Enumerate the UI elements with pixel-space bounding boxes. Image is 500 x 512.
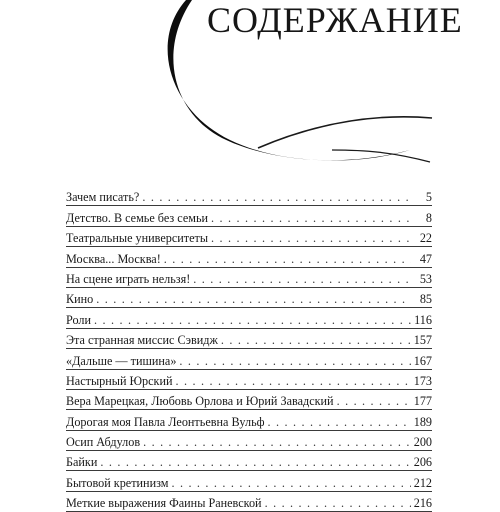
toc-entry-title: Детство. В семье без семьи [66,210,209,225]
toc-leader-dots [337,394,411,409]
toc-entry [66,268,432,288]
toc-entry-title: Бытовой кретинизм [66,475,169,490]
toc-entry-page: 5 [425,190,432,205]
toc-entry-title: Дорогая моя Павла Леонтьевна Вульф [66,414,265,429]
toc-entry [66,227,432,247]
toc-entry [66,390,432,410]
toc-leader-dots [143,435,411,450]
toc-leader-dots [96,292,411,307]
toc-leader-dots [164,252,411,267]
toc-leader-dots [221,333,411,348]
toc-entry-page: 53 [419,271,432,286]
toc-entry-page: 173 [413,373,432,388]
toc-leader-dots [142,190,411,205]
toc-entry [66,206,432,226]
toc-entry-page: 8 [425,210,432,225]
toc-entry [66,349,432,369]
page-title: СОДЕРЖАНИЕ [207,0,463,40]
toc-leader-dots [94,313,411,328]
toc-entry [66,451,432,471]
toc-leader-dots [268,415,411,430]
toc-entry-title: Роли [66,312,92,327]
toc-entry-title: Меткие выражения Фаины Раневской [66,496,262,511]
toc-entry-page: 116 [414,312,432,327]
toc-leader-dots [176,374,411,389]
table-of-contents [66,186,432,512]
toc-entry-title: Кино [66,292,94,307]
toc-entry [66,247,432,267]
toc-entry-title: Москва... Москва! [66,251,161,266]
toc-entry-page: 189 [413,414,432,429]
toc-entry-title: Вера Марецкая, Любовь Орлова и Юрий Завадский [66,394,334,409]
toc-entry-page: 22 [419,231,432,246]
toc-entry [66,370,432,390]
toc-leader-dots [211,211,411,226]
toc-leader-dots [179,354,410,369]
toc-entry [66,288,432,308]
toc-entry-page: 157 [413,333,432,348]
toc-entry-title: Эта странная миссис Сэвидж [66,333,218,348]
toc-entry-page: 212 [413,475,432,490]
toc-entry-title: На сцене играть нельзя! [66,271,191,286]
toc-entry-title: Байки [66,455,98,470]
toc-leader-dots [171,476,410,491]
toc-entry [66,471,432,491]
toc-entry-title: Настырный Юрский [66,373,173,388]
toc-entry-title: «Дальше — тишина» [66,353,177,368]
toc-entry-page: 216 [413,496,432,511]
toc-leader-dots [193,272,411,287]
toc-entry-page: 47 [419,251,432,266]
toc-entry [66,329,432,349]
toc-leader-dots [211,231,411,246]
toc-entry-page: 177 [413,394,432,409]
toc-entry [66,186,432,206]
toc-entry-title: Театральные университеты [66,231,209,246]
toc-leader-dots [265,496,411,511]
toc-entry-page: 85 [419,292,432,307]
toc-entry-page: 206 [413,455,432,470]
toc-entry-page: 167 [413,353,432,368]
toc-entry-title: Зачем писать? [66,190,140,205]
toc-leader-dots [100,455,410,470]
toc-entry-page: 200 [413,435,432,450]
toc-entry [66,492,432,512]
toc-entry [66,431,432,451]
toc-entry [66,410,432,430]
toc-entry [66,308,432,328]
toc-entry-title: Осип Абдулов [66,435,141,450]
